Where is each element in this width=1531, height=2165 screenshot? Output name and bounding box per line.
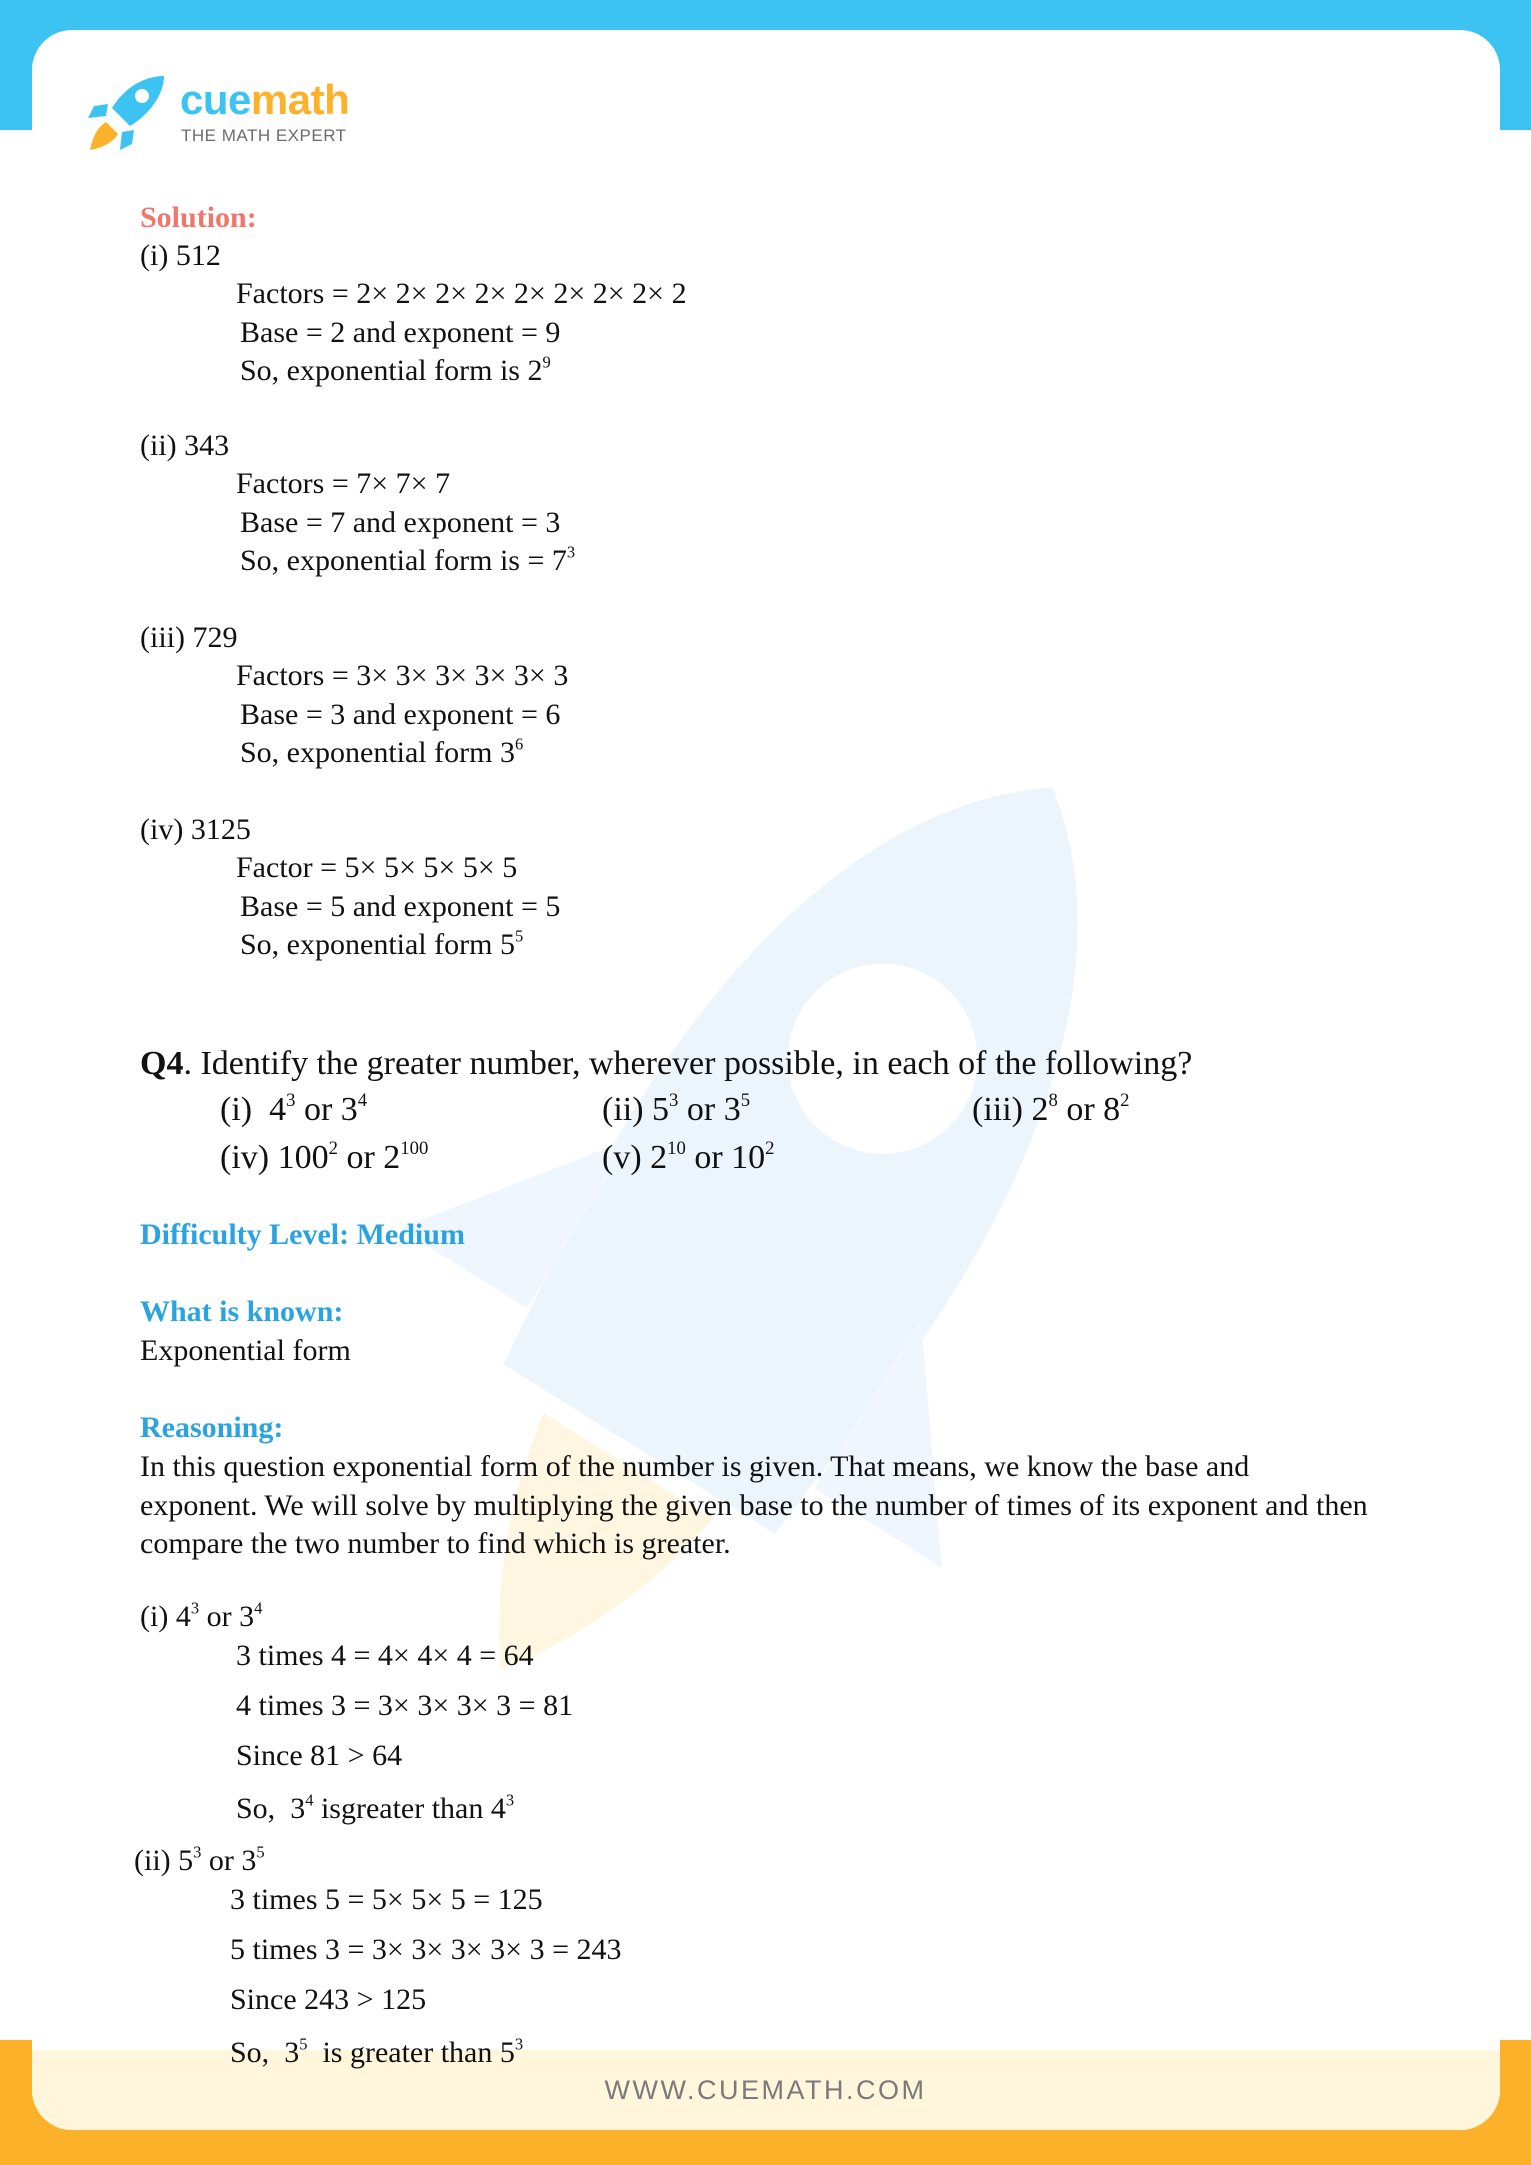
question-text: . Identify the greater number, wherever possible, in each of the following? — [183, 1045, 1193, 1082]
option: (v) $2^{10}$ or $10^2$ — [602, 1137, 775, 1176]
known-heading: What is known: — [140, 1295, 344, 1328]
exponential-form-line: So, exponential form is = $7^3$ — [240, 542, 576, 577]
work-conclusion: So, $3^4$ isgreater than $4^3$ — [236, 1790, 515, 1825]
part-title: (i) 512 — [140, 239, 221, 272]
option: (i) $4^3$ or $3^4$ — [220, 1089, 368, 1128]
exponential-form-line: So, exponential form is $2^9$ — [240, 352, 551, 387]
base-exponent-line: Base = 2 and exponent = 9 — [240, 316, 561, 349]
difficulty-level: Difficulty Level: Medium — [140, 1218, 465, 1251]
footer-website-link[interactable]: WWW.CUEMATH.COM — [604, 2075, 927, 2105]
reasoning-text: In this question exponential form of the number is given. That means, we know the base and exponent. We will solve by multiplying the given base to the number of times of its exponent and then compare the two number to find which is greater. — [140, 1450, 1368, 1560]
base-exponent-line: Base = 3 and exponent = 6 — [240, 698, 561, 731]
base-exponent-line: Base = 7 and exponent = 3 — [240, 506, 561, 539]
option: (iii) $2^8$ or $8^2$ — [972, 1089, 1130, 1128]
work-line: 3 times 5 = 5× 5× 5 = 125 — [230, 1883, 543, 1916]
work-line: Since 81 > 64 — [236, 1739, 403, 1772]
known-text: Exponential form — [140, 1334, 351, 1367]
reasoning-heading: Reasoning: — [140, 1411, 284, 1444]
work-line: Since 243 > 125 — [230, 1983, 427, 2016]
work-title: (ii) $5^3$ or $3^5$ — [134, 1842, 265, 1877]
solution-heading: Solution: — [140, 201, 257, 234]
work-title: (i) $4^3$ or $3^4$ — [140, 1598, 263, 1633]
work-conclusion: So, $3^5$ is greater than $5^3$ — [230, 2034, 524, 2069]
question-4 — [140, 1044, 1192, 1084]
question-label: Q4 — [140, 1045, 184, 1082]
logo-tagline: THE MATH EXPERT — [181, 126, 347, 145]
work-line: 3 times 4 = 4× 4× 4 = 64 — [236, 1639, 534, 1672]
cuemath-logo[interactable] — [86, 72, 366, 152]
exponential-form-line: So, exponential form $3^6$ — [240, 734, 524, 769]
base-exponent-line: Base = 5 and exponent = 5 — [240, 890, 561, 923]
factors-line: Factors = 3× 3× 3× 3× 3× 3 — [236, 659, 569, 692]
work-line: 4 times 3 = 3× 3× 3× 3 = 81 — [236, 1689, 574, 1722]
part-title: (ii) 343 — [140, 429, 230, 462]
factors-line: Factors = 2× 2× 2× 2× 2× 2× 2× 2× 2 — [236, 277, 687, 310]
option: (ii) $5^3$ or $3^5$ — [602, 1089, 751, 1128]
logo-wordmark: cuemath — [180, 76, 350, 123]
exponential-form-line: So, exponential form $5^5$ — [240, 926, 524, 961]
factors-line: Factor = 5× 5× 5× 5× 5 — [236, 851, 518, 884]
work-line: 5 times 3 = 3× 3× 3× 3× 3 = 243 — [230, 1933, 622, 1966]
rocket-logo-icon — [86, 72, 170, 152]
part-title: (iv) 3125 — [140, 813, 251, 846]
option: (iv) $100^2$ or $2^{100}$ — [220, 1137, 429, 1176]
part-title: (iii) 729 — [140, 621, 238, 654]
factors-line: Factors = 7× 7× 7 — [236, 467, 451, 500]
